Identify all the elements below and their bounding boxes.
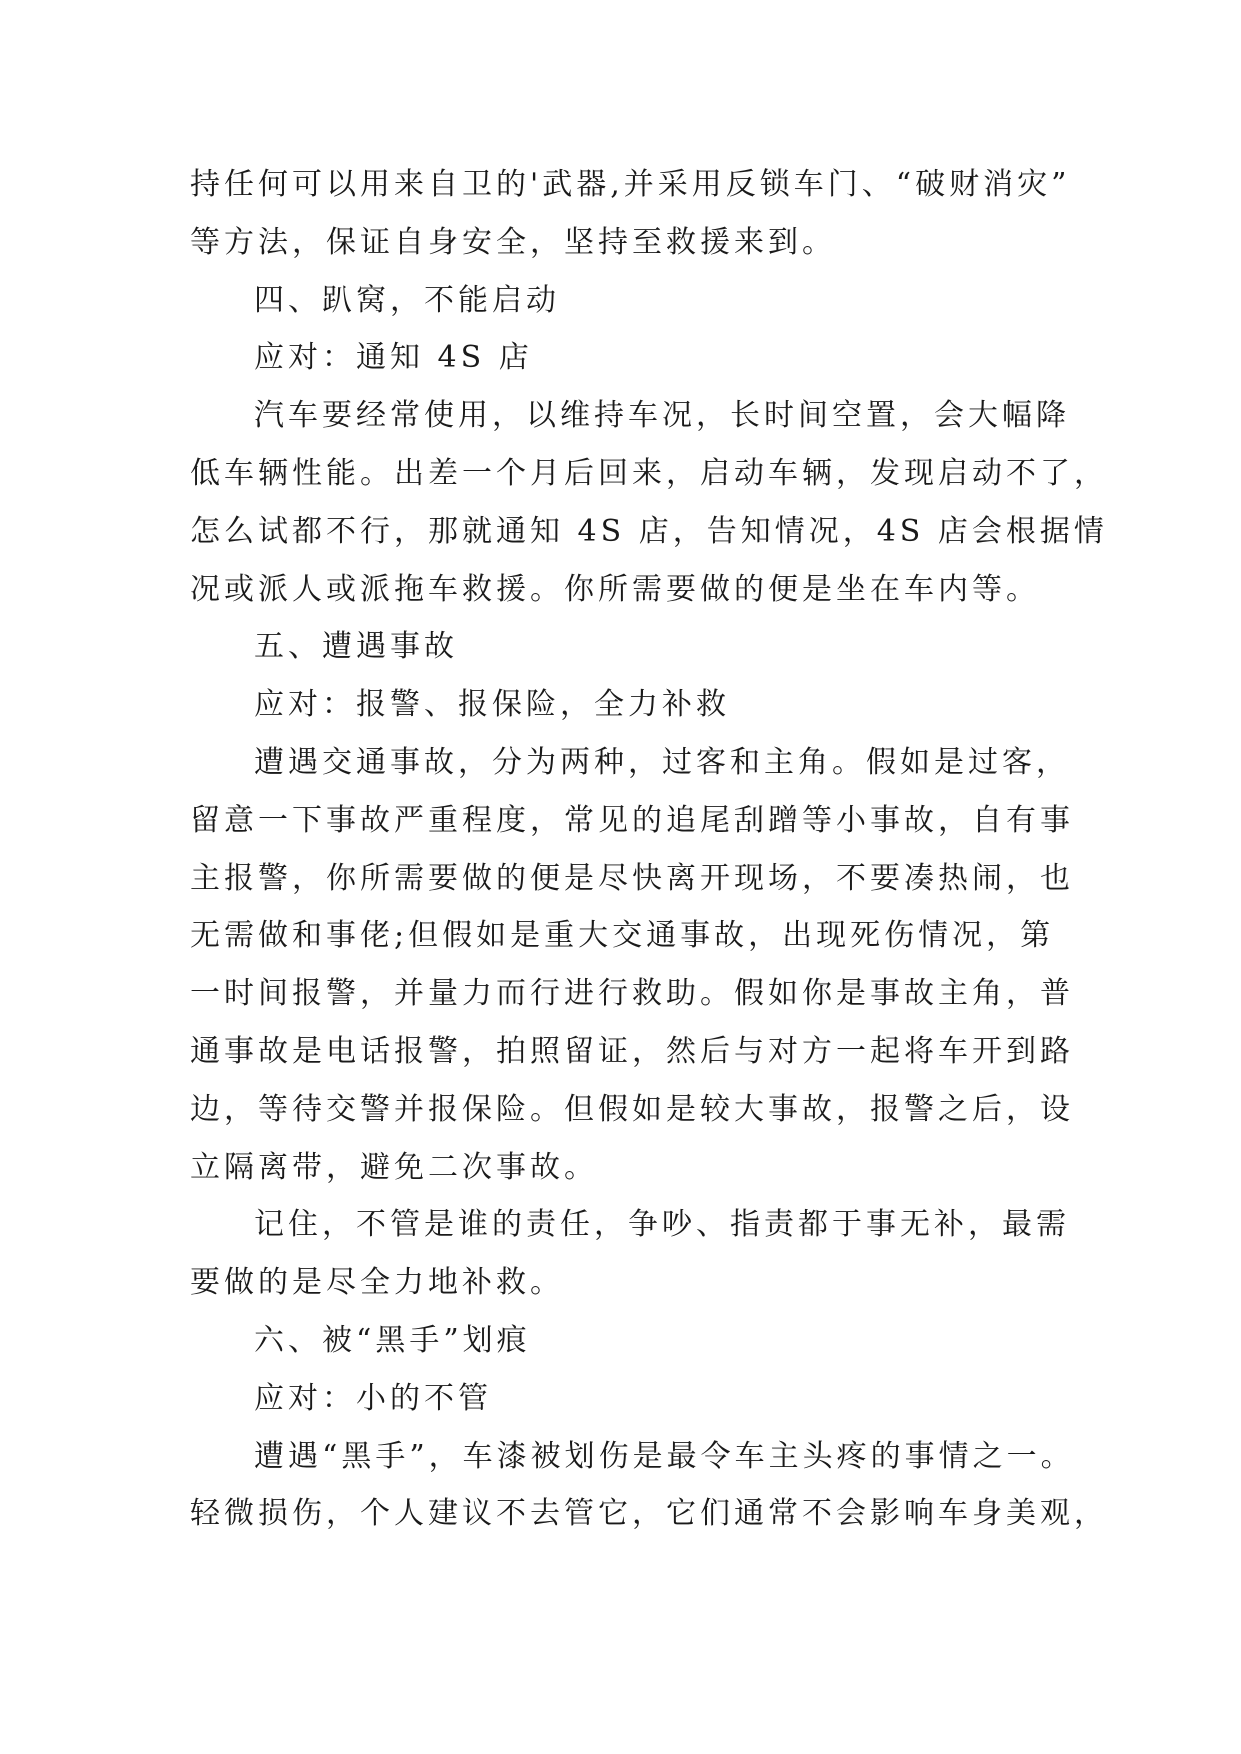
text-line: 记住，不管是谁的责任，争吵、指责都于事无补，最需 (254, 1207, 1070, 1243)
response-line: 应对：小的不管 (254, 1380, 492, 1416)
section-heading: 四、趴窝，不能启动 (254, 282, 560, 318)
text-line: 无需做和事佬;但假如是重大交通事故，出现死伤情况，第 (190, 918, 1055, 954)
response-line: 应对：通知 4S 店 (254, 340, 533, 376)
text-line: 等方法，保证自身安全，坚持至救援来到。 (190, 224, 836, 260)
text-line: 立隔离带，避免二次事故。 (190, 1149, 598, 1185)
text-line: 边，等待交警并报保险。但假如是较大事故，报警之后，设 (190, 1091, 1074, 1127)
text-line: 要做的是尽全力地补救。 (190, 1265, 564, 1301)
text-line: 通事故是电话报警，拍照留证，然后与对方一起将车开到路 (190, 1033, 1074, 1069)
text-line: 轻微损伤，个人建议不去管它，它们通常不会影响车身美观， (190, 1496, 1108, 1532)
section-heading: 五、遭遇事故 (254, 629, 458, 665)
text-line: 一时间报警，并量力而行进行救助。假如你是事故主角，普 (190, 976, 1074, 1012)
text-line: 留意一下事故严重程度，常见的追尾刮蹭等小事故，自有事 (190, 802, 1074, 838)
text-line: 汽车要经常使用，以维持车况，长时间空置，会大幅降 (254, 398, 1070, 434)
response-line: 应对：报警、报保险，全力补救 (254, 687, 730, 723)
text-line: 遭遇“黑手”，车漆被划伤是最令车主头疼的事情之一。 (254, 1438, 1075, 1474)
text-line: 遭遇交通事故，分为两种，过客和主角。假如是过客， (254, 744, 1070, 780)
section-heading: 六、被“黑手”划痕 (254, 1322, 531, 1358)
text-line: 低车辆性能。出差一个月后回来，启动车辆，发现启动不了， (190, 455, 1108, 491)
text-line: 况或派人或派拖车救援。你所需要做的便是坐在车内等。 (190, 571, 1040, 607)
text-line: 怎么试都不行，那就通知 4S 店，告知情况，4S 店会根据情 (190, 513, 1108, 549)
text-line: 持任何可以用来自卫的'武器,并采用反锁车门、“破财消灾” (190, 167, 1071, 202)
document-body (190, 156, 1108, 1543)
text-line: 主报警，你所需要做的便是尽快离开现场，不要凑热闹，也 (190, 860, 1074, 896)
